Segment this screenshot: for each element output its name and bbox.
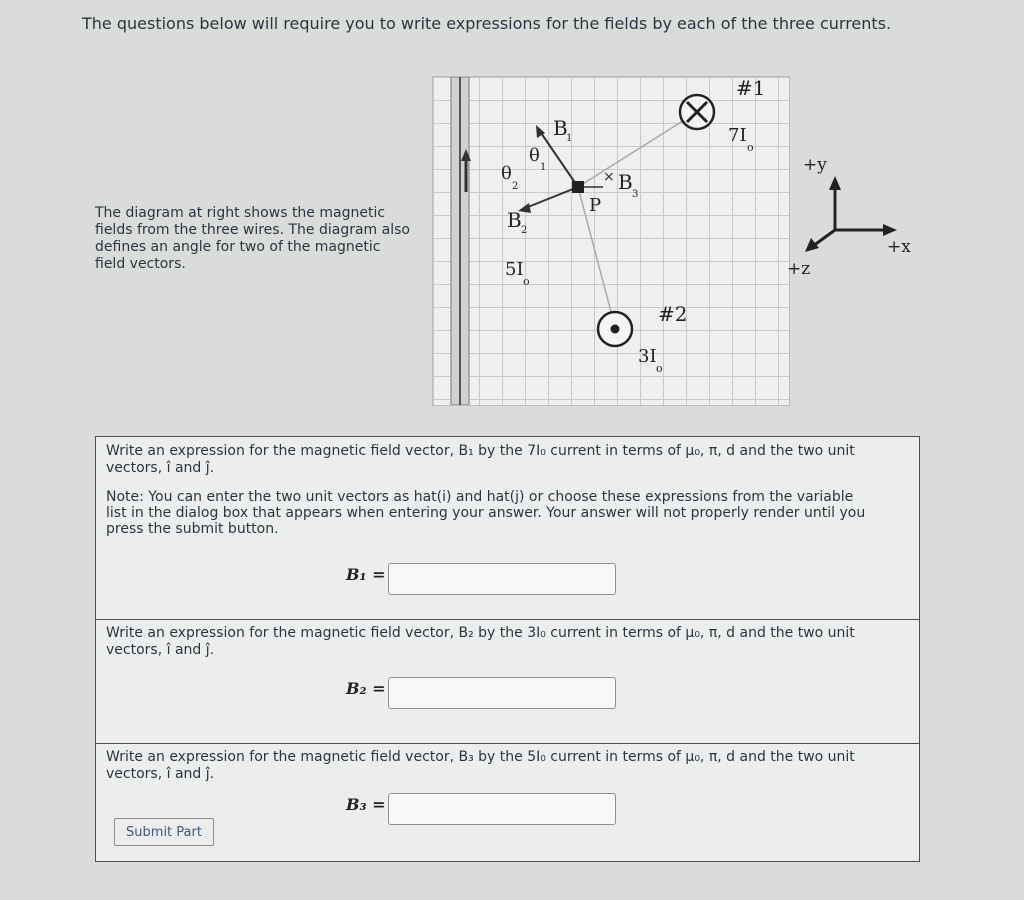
- divider-1: [96, 619, 919, 620]
- wire3-current-sub: o: [523, 275, 530, 288]
- y-axis-arrow: [829, 176, 841, 190]
- questions-panel: [95, 436, 920, 862]
- submit-part-button[interactable]: Submit Part: [114, 818, 214, 846]
- wire3-current: 5I: [505, 259, 524, 280]
- axes-svg: [775, 150, 925, 280]
- x-axis-label: +x: [887, 237, 911, 257]
- z-axis-label: +z: [787, 259, 811, 279]
- point-p-marker: [572, 181, 584, 193]
- wire2-current: 3I: [638, 346, 657, 367]
- wire1-current: 7I: [728, 125, 747, 146]
- wire2-dot: [611, 325, 620, 334]
- theta1-label: θ: [529, 145, 540, 166]
- b1-label: B: [553, 116, 568, 140]
- divider-2: [96, 743, 919, 744]
- line-p-to-wire1: [578, 112, 697, 187]
- question-3-text: Write an expression for the magnetic field vector, B₃ by the 5I₀ current in terms of μ₀, π, d and the two unit vectors, î and ĵ.: [106, 749, 855, 782]
- b2-answer-input[interactable]: [388, 677, 616, 709]
- y-axis-label: +y: [803, 155, 827, 175]
- b1-sub: 1: [566, 133, 573, 144]
- b3-answer-input[interactable]: [388, 793, 616, 825]
- wire2-current-sub: o: [656, 362, 663, 375]
- b3-cross: ×: [603, 169, 615, 185]
- question-1-text: Write an expression for the magnetic field vector, B₁ by the 7I₀ current in terms of μ₀, π, d and the two unit vectors, î and ĵ.: [106, 443, 855, 476]
- b2-sub: 2: [521, 225, 528, 236]
- b2-answer-label: B₂ =: [346, 679, 386, 698]
- x-axis-arrow: [883, 224, 897, 236]
- b2-vector: [523, 187, 578, 209]
- wire2-label: #2: [658, 302, 688, 326]
- diagram-description: The diagram at right shows the magnetic fields from the three wires. The diagram also defines an angle for two of the magnetic field vectors.: [95, 205, 410, 272]
- b2-label: B: [507, 208, 522, 232]
- b1-answer-input[interactable]: [388, 563, 616, 595]
- diagram-svg: [433, 77, 789, 405]
- b3-sub: 3: [632, 189, 639, 200]
- wire1-current-sub: o: [747, 141, 754, 154]
- intro-text: The questions below will require you to write expressions for the fields by each of the three currents.: [82, 14, 892, 33]
- theta2-sub: 2: [512, 181, 519, 192]
- note-text: Note: You can enter the two unit vectors as hat(i) and hat(j) or choose these expressions from the variable list in the dialog box that appears when entering your answer. Your answer will not properly render until you press the submit button.: [106, 489, 866, 537]
- theta2-label: θ: [501, 163, 512, 184]
- theta1-sub: 1: [540, 162, 547, 173]
- magnetic-field-diagram: [432, 76, 790, 406]
- b1-answer-label: B₁ =: [346, 565, 386, 584]
- question-2-text: Write an expression for the magnetic field vector, B₂ by the 3I₀ current in terms of μ₀, π, d and the two unit vectors, î and ĵ.: [106, 625, 855, 658]
- z-axis: [813, 230, 835, 246]
- point-p-label: P: [589, 195, 602, 216]
- b3-answer-label: B₃ =: [346, 795, 386, 814]
- b3-label: B: [618, 170, 633, 194]
- wire1-label: #1: [736, 77, 766, 100]
- coordinate-axes: [775, 150, 925, 280]
